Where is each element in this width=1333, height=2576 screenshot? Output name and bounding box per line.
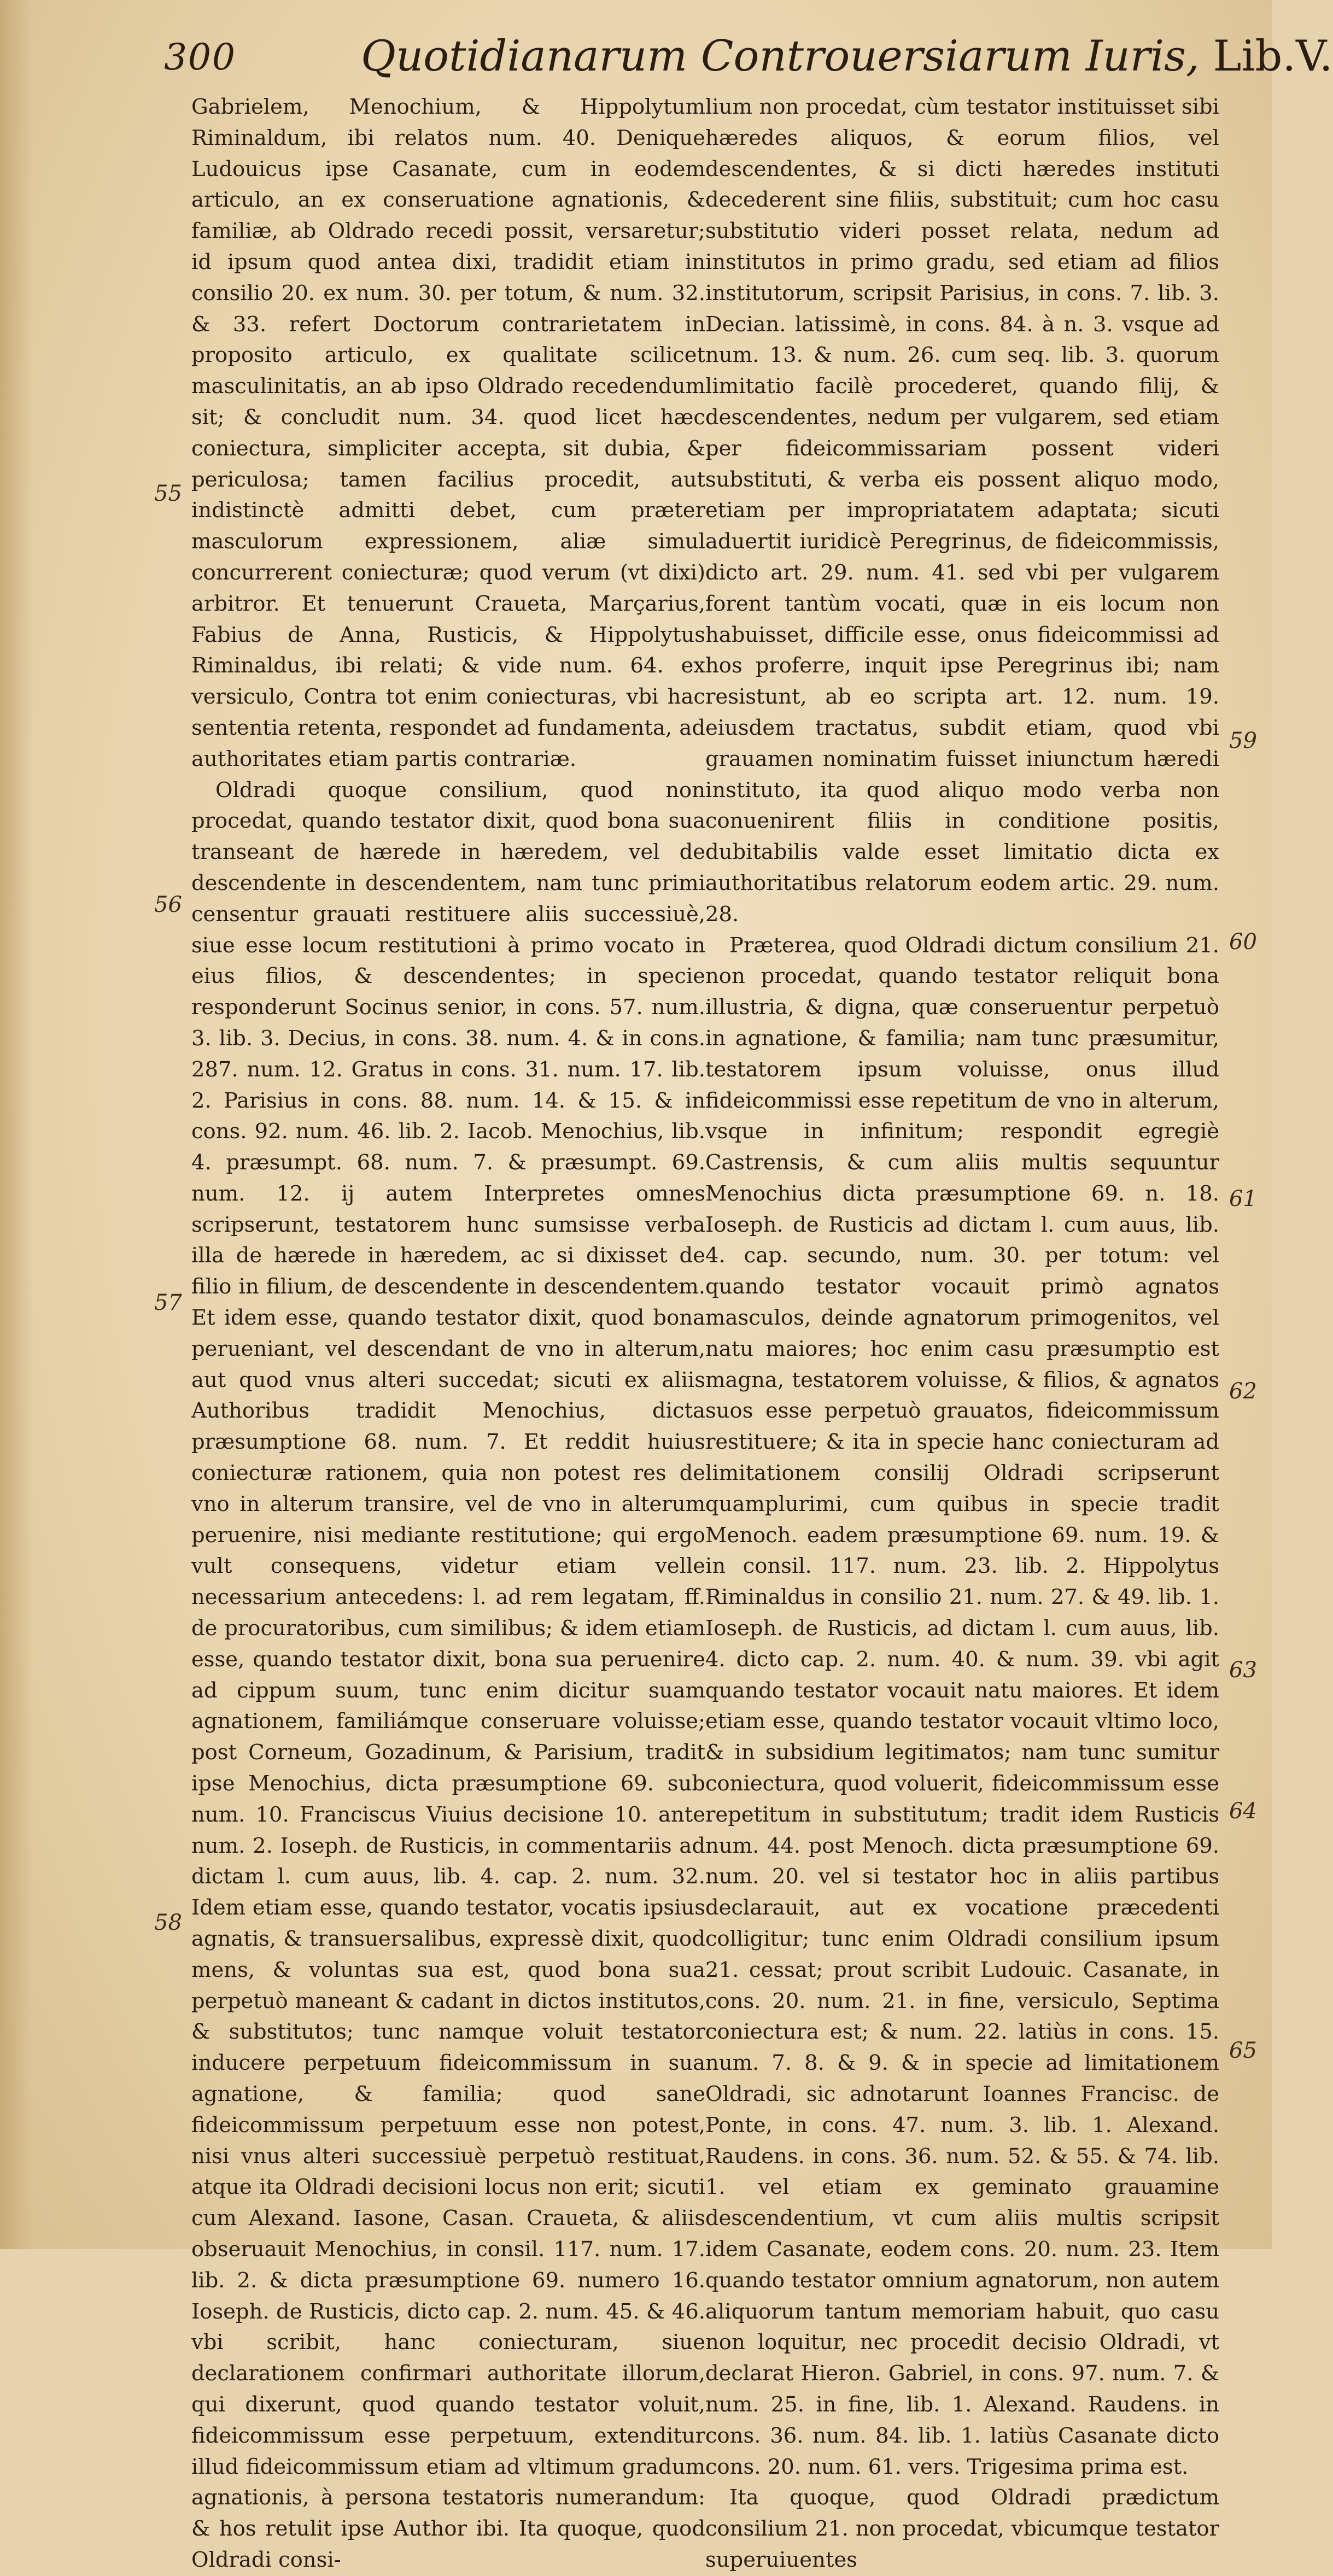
running-title xyxy=(361,32,1333,81)
left-paragraph-1: Gabrielem, Menochium, & Hippolytum Riminaldum, ibi relatos num. 40. Denique Ludouicus ipse Casanate, cum in eodem articulo, an ex conseruatione agnationis, & familiæ, ab Oldrado recedi possit, versaretur; id ipsum quod antea dixi, tradidit etiam in consilio 20. ex num. 30. per totum, & num. 32. & 33. refert Doctorum contrarietatem in proposito articulo, ex qualitate scilicet masculinitatis, an ab ipso Oldrado recedendum sit; & concludit num. 34. quod licet hæc coniectura, simpliciter accepta, sit dubia, & periculosa; tamen facilius procedit, aut indistinctè admitti debet, cum præter masculorum expressionem, aliæ simul concurrerent coniecturæ; quod verum (vt dixi) arbitror. Et tenuerunt Craueta, Marçarius, Fabius de Anna, Rusticis, & Hippolytus Riminaldus, ibi relati; & vide num. 64. ex versiculo, Contra tot enim coniecturas, vbi hac sententia retenta, respondet ad fundamenta, ad authoritates etiam partis contrariæ. xyxy=(191,95,705,771)
margin-number-55: 55 xyxy=(154,481,182,506)
page-shadow xyxy=(0,0,33,2249)
right-paragraph-3: Ita quoque, quod Oldradi prædictum consilium 21. non procedat, vbicumque testator superuiuentes xyxy=(705,2485,1219,2572)
margin-number-63: 63 xyxy=(1229,1658,1257,1683)
book-label: Lib.V. xyxy=(1213,32,1333,81)
margin-number-57: 57 xyxy=(154,1290,182,1315)
left-paragraph-2: Oldradi quoque consilium, quod non procedat, quando testator dixit, quod bona sua transeant de hærede in hæredem, vel de descendente in descendentem, nam tunc primi censentur grauati restituere aliis successiuè, siue esse locum restitutioni à primo vocato in eius filios, & descendentes; in specie responderunt Socinus senior, in cons. 57. num. 3. lib. 3. Decius, in cons. 38. num. 4. & in cons. 287. num. 12. Gratus in cons. 31. num. 17. lib. 2. Parisius in cons. 88. num. 14. & 15. & in cons. 92. num. 46. lib. 2. Iacob. Menochius, lib. 4. præsumpt. 68. num. 7. & præsumpt. 69. num. 12. ij autem Interpretes omnes scripserunt, testatorem hunc sumsisse verba illa de hærede in hæredem, ac si dixisset de filio in filium, de descendente in descendentem. Et idem esse, quando testator dixit, quod bona perueniant, vel descendant de vno in alterum, aut quod vnus alteri succedat; sicuti ex aliis Authoribus tradidit Menochius, dicta præsumptione 68. num. 7. Et reddit huius coniecturæ rationem, quia non potest res de vno in alterum transire, vel de vno in alterum peruenire, nisi mediante restitutione; qui ergo vult consequens, videtur etiam velle necessarium antecedens: l. ad rem legatam, ff. de procuratoribus, cum similibus; & idem etiam esse, quando testator dixit, bona sua peruenire ad cippum suum, tunc enim dicitur suam agnationem, familiámque conseruare voluisse; post Corneum, Gozadinum, & Parisium, tradit ipse Menochius, dicta præsumptione 69. sub num. 10. Franciscus Viuius decisione 10. ante num. 2. Ioseph. de Rusticis, in commentariis ad dictam l. cum auus, lib. 4. cap. 2. num. 32. Idem etiam esse, quando testator, vocatis ipsius agnatis, & transuersalibus, expressè dixit, quod mens, & voluntas sua est, quod bona sua perpetuò maneant & cadant in dictos institutos, & substitutos; tunc namque voluit testator inducere perpetuum fideicommissum in sua agnatione, & familia; quod sane fideicommissum perpetuum esse non potest, nisi vnus alteri successiuè perpetuò restituat, atque ita Oldradi decisioni locus non erit; sicuti cum Alexand. Iasone, Casan. Craueta, & aliis obseruauit Menochius, in consil. 117. num. 17. lib. 2. & dicta præsumptione 69. numero 16. Ioseph. de Rusticis, dicto cap. 2. num. 45. & 46. vbi scribit, hanc coniecturam, siue declarationem confirmari authoritate illorum, qui dixerunt, quod quando testator voluit, fideicommissum esse perpetuum, extenditur illud fideicommissum etiam ad vltimum gradum agnationis, à persona testatoris numerandum: & hos retulit ipse Author ibi. Ita quoque, quod Oldradi consi- xyxy=(191,777,705,2572)
page-number: 300 xyxy=(164,36,236,78)
margin-number-58: 58 xyxy=(154,1910,182,1935)
left-column xyxy=(191,92,705,2572)
page-header xyxy=(164,32,1333,92)
right-paragraph-1: lium non procedat, cùm testator instituisset sibi hæredes aliquos, & eorum filios, vel descendentes, & si dicti hæredes instituti decederent sine filiis, substituit; cum hoc casu substitutio videri posset relata, nedum ad institutos in primo gradu, sed etiam ad filios institutorum, scripsit Parisius, in cons. 7. lib. 3. Decian. latissimè, in cons. 84. à n. 3. vsque ad num. 13. & num. 26. cum seq. lib. 3. quorum limitatio facilè procederet, quando filij, & descendentes, nedum per vulgarem, sed etiam per fideicommissariam possent videri substituti, & verba eis possent aliquo modo, etiam per impropriatatem adaptata; sicuti aduertit iuridicè Peregrinus, de fideicommissis, dicto art. 29. num. 41. sed vbi per vulgarem forent tantùm vocati, quæ in eis locum non habuisset, difficile esse, onus fideicommissi ad hos proferre, inquit ipse Peregrinus ibi; nam resistunt, ab eo scripta art. 12. num. 19. eiusdem tractatus, subdit etiam, quod vbi grauamen nominatim fuisset iniunctum hæredi instituto, ita quod aliquo modo verba non conuenirent filiis in conditione positis, dubitabilis valde esset limitatio dicta ex authoritatibus relatorum eodem artic. 29. num. 28. xyxy=(705,95,1219,927)
margin-number-61: 61 xyxy=(1229,1186,1257,1211)
right-paragraph-2: Præterea, quod Oldradi dictum consilium 21. non procedat, quando testator reliquit bona illustria, & digna, quæ conseruentur perpetuò in agnatione, & familia; nam tunc præsumitur, testatorem ipsum voluisse, onus illud fideicommissi esse repetitum de vno in alterum, vsque in infinitum; respondit egregiè Castrensis, & cum aliis multis sequuntur Menochius dicta præsumptione 69. n. 18. Ioseph. de Rusticis ad dictam l. cum auus, lib. 4. cap. secundo, num. 30. per totum: vel quando testator vocauit primò agnatos masculos, deinde agnatorum primogenitos, vel natu maiores; hoc enim casu præsumptio est magna, testatorem voluisse, & filios, & agnatos suos esse perpetuò grauatos, fideicommissum restituere; & ita in specie hanc coniecturam ad limitationem consilij Oldradi scripserunt quamplurimi, cum quibus in specie tradit Menoch. eadem præsumptione 69. num. 19. & in consil. 117. num. 23. lib. 2. Hippolytus Riminaldus in consilio 21. num. 27. & 49. lib. 1. Ioseph. de Rusticis, ad dictam l. cum auus, lib. 4. dicto cap. 2. num. 40. & num. 39. vbi agit quando testator vocauit natu maiores. Et idem etiam esse, quando testator vocauit vltimo loco, & in subsidium legitimatos; nam tunc sumitur coniectura, quod voluerit, fideicommissum esse repetitum in substitutum; tradit idem Rusticis num. 44. post Menoch. dicta præsumptione 69. num. 20. vel si testator hoc in aliis partibus declarauit, aut ex vocatione præcedenti colligitur; tunc enim Oldradi consilium ipsum 21. cessat; prout scribit Ludouic. Casanate, in cons. 20. num. 21. in fine, versiculo, Septima coniectura est; & num. 22. latiùs in cons. 15. num. 7. 8. & 9. & in specie ad limitationem Oldradi, sic adnotarunt Ioannes Francisc. de Ponte, in cons. 47. num. 3. lib. 1. Alexand. Raudens. in cons. 36. num. 52. & 55. & 74. lib. 1. vel etiam ex geminato grauamine descendentium, vt cum aliis multis scripsit idem Casanate, eodem cons. 20. num. 23. Item quando testator omnium agnatorum, non autem aliquorum tantum memoriam habuit, quo casu non loquitur, nec procedit decisio Oldradi, vt declarat Hieron. Gabriel, in cons. 97. num. 7. & num. 25. in fine, lib. 1. Alexand. Raudens. in cons. 36. num. 84. lib. 1. latiùs Casanate dicto cons. 20. num. 61. vers. Trigesima prima est. xyxy=(705,933,1219,2479)
margin-number-60: 60 xyxy=(1229,929,1257,955)
running-title-text: Quotidianarum Controuersiarum Iuris, xyxy=(361,32,1200,81)
margin-number-56: 56 xyxy=(154,892,182,917)
margin-number-65: 65 xyxy=(1229,2038,1257,2063)
margin-number-62: 62 xyxy=(1229,1379,1257,1404)
margin-number-59: 59 xyxy=(1229,728,1257,753)
margin-number-64: 64 xyxy=(1229,1799,1257,1824)
right-column xyxy=(705,92,1219,2572)
